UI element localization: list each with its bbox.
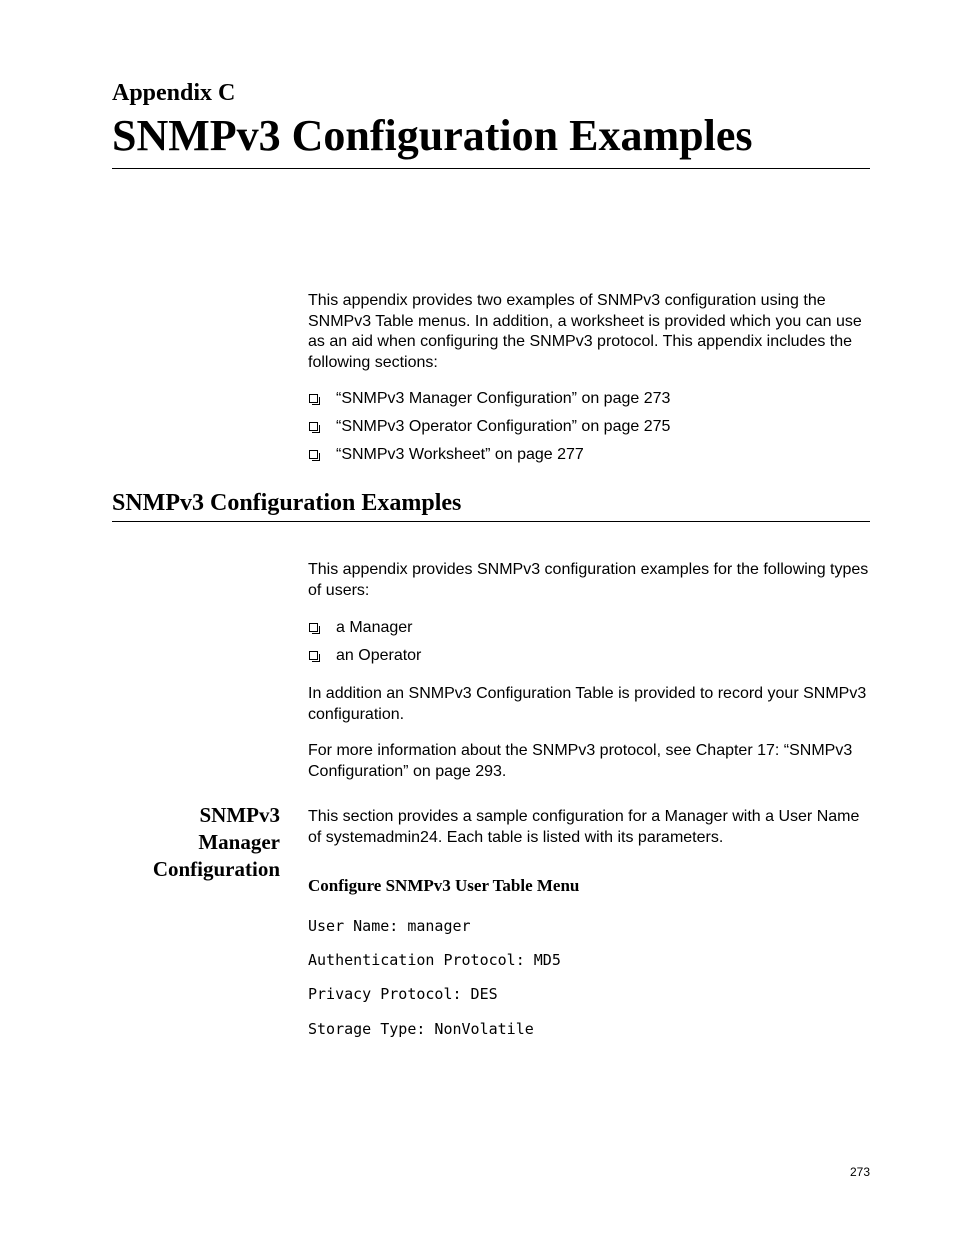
list-item-text: an Operator — [336, 647, 422, 664]
setting-storage-type: Storage Type: NonVolatile — [308, 1020, 534, 1038]
side-heading-line: Configuration — [152, 857, 280, 881]
checkbox-bullet-icon — [309, 623, 318, 632]
manager-paragraph: This section provides a sample configuration for a Manager with a User Name of systemadmin24. Each table is listed with its parameters. — [308, 808, 860, 846]
checkbox-bullet-icon — [309, 394, 318, 403]
setting-privacy-protocol: Privacy Protocol: DES — [308, 985, 498, 1003]
side-heading-line: Manager — [198, 830, 280, 854]
page-title: SNMPv3 Configuration Examples — [112, 111, 753, 160]
checkbox-bullet-icon — [309, 450, 318, 459]
chapter-label: Appendix C — [112, 80, 236, 106]
section-paragraph-1: This appendix provides SNMPv3 configuration examples for the following types of users: — [308, 561, 869, 599]
list-item-text: “SNMPv3 Manager Configuration” on page 273 — [336, 390, 671, 407]
section-paragraph-2: In addition an SNMPv3 Configuration Table is provided to record your SNMPv3 configuration. — [308, 685, 867, 723]
list-item — [308, 445, 873, 473]
section-list — [308, 389, 873, 473]
checkbox-bullet-icon — [309, 422, 318, 431]
page-number: 273 — [849, 1165, 870, 1179]
setting-user-name: User Name: manager — [308, 917, 471, 935]
intro-paragraph: This appendix provides two examples of SNMPv3 configuration using the SNMPv3 Table menus. In addition, a worksheet is provided which you can use as an aid when configuring the SNMPv3 protocol. This appendix includes the following sections: — [308, 292, 862, 371]
checkbox-bullet-icon — [309, 651, 318, 660]
list-item — [308, 389, 873, 417]
section-heading: SNMPv3 Configuration Examples — [112, 490, 462, 516]
list-item — [308, 417, 873, 445]
list-item-text: “SNMPv3 Operator Configuration” on page 275 — [336, 418, 671, 435]
setting-auth-protocol: Authentication Protocol: MD5 — [308, 951, 561, 969]
list-item-text: “SNMPv3 Worksheet” on page 277 — [336, 446, 584, 463]
list-item-text: a Manager — [336, 619, 413, 636]
list-item — [308, 618, 873, 646]
menu-heading: Configure SNMPv3 User Table Menu — [308, 876, 580, 895]
list-item — [308, 646, 873, 674]
side-heading-line: SNMPv3 — [199, 803, 280, 827]
section-rule — [112, 521, 870, 522]
manager-side-heading — [112, 802, 280, 883]
user-type-list — [308, 618, 873, 674]
section-paragraph-3: For more information about the SNMPv3 protocol, see Chapter 17: “SNMPv3 Configuration” on page 293. — [308, 742, 853, 780]
title-rule — [112, 168, 870, 169]
